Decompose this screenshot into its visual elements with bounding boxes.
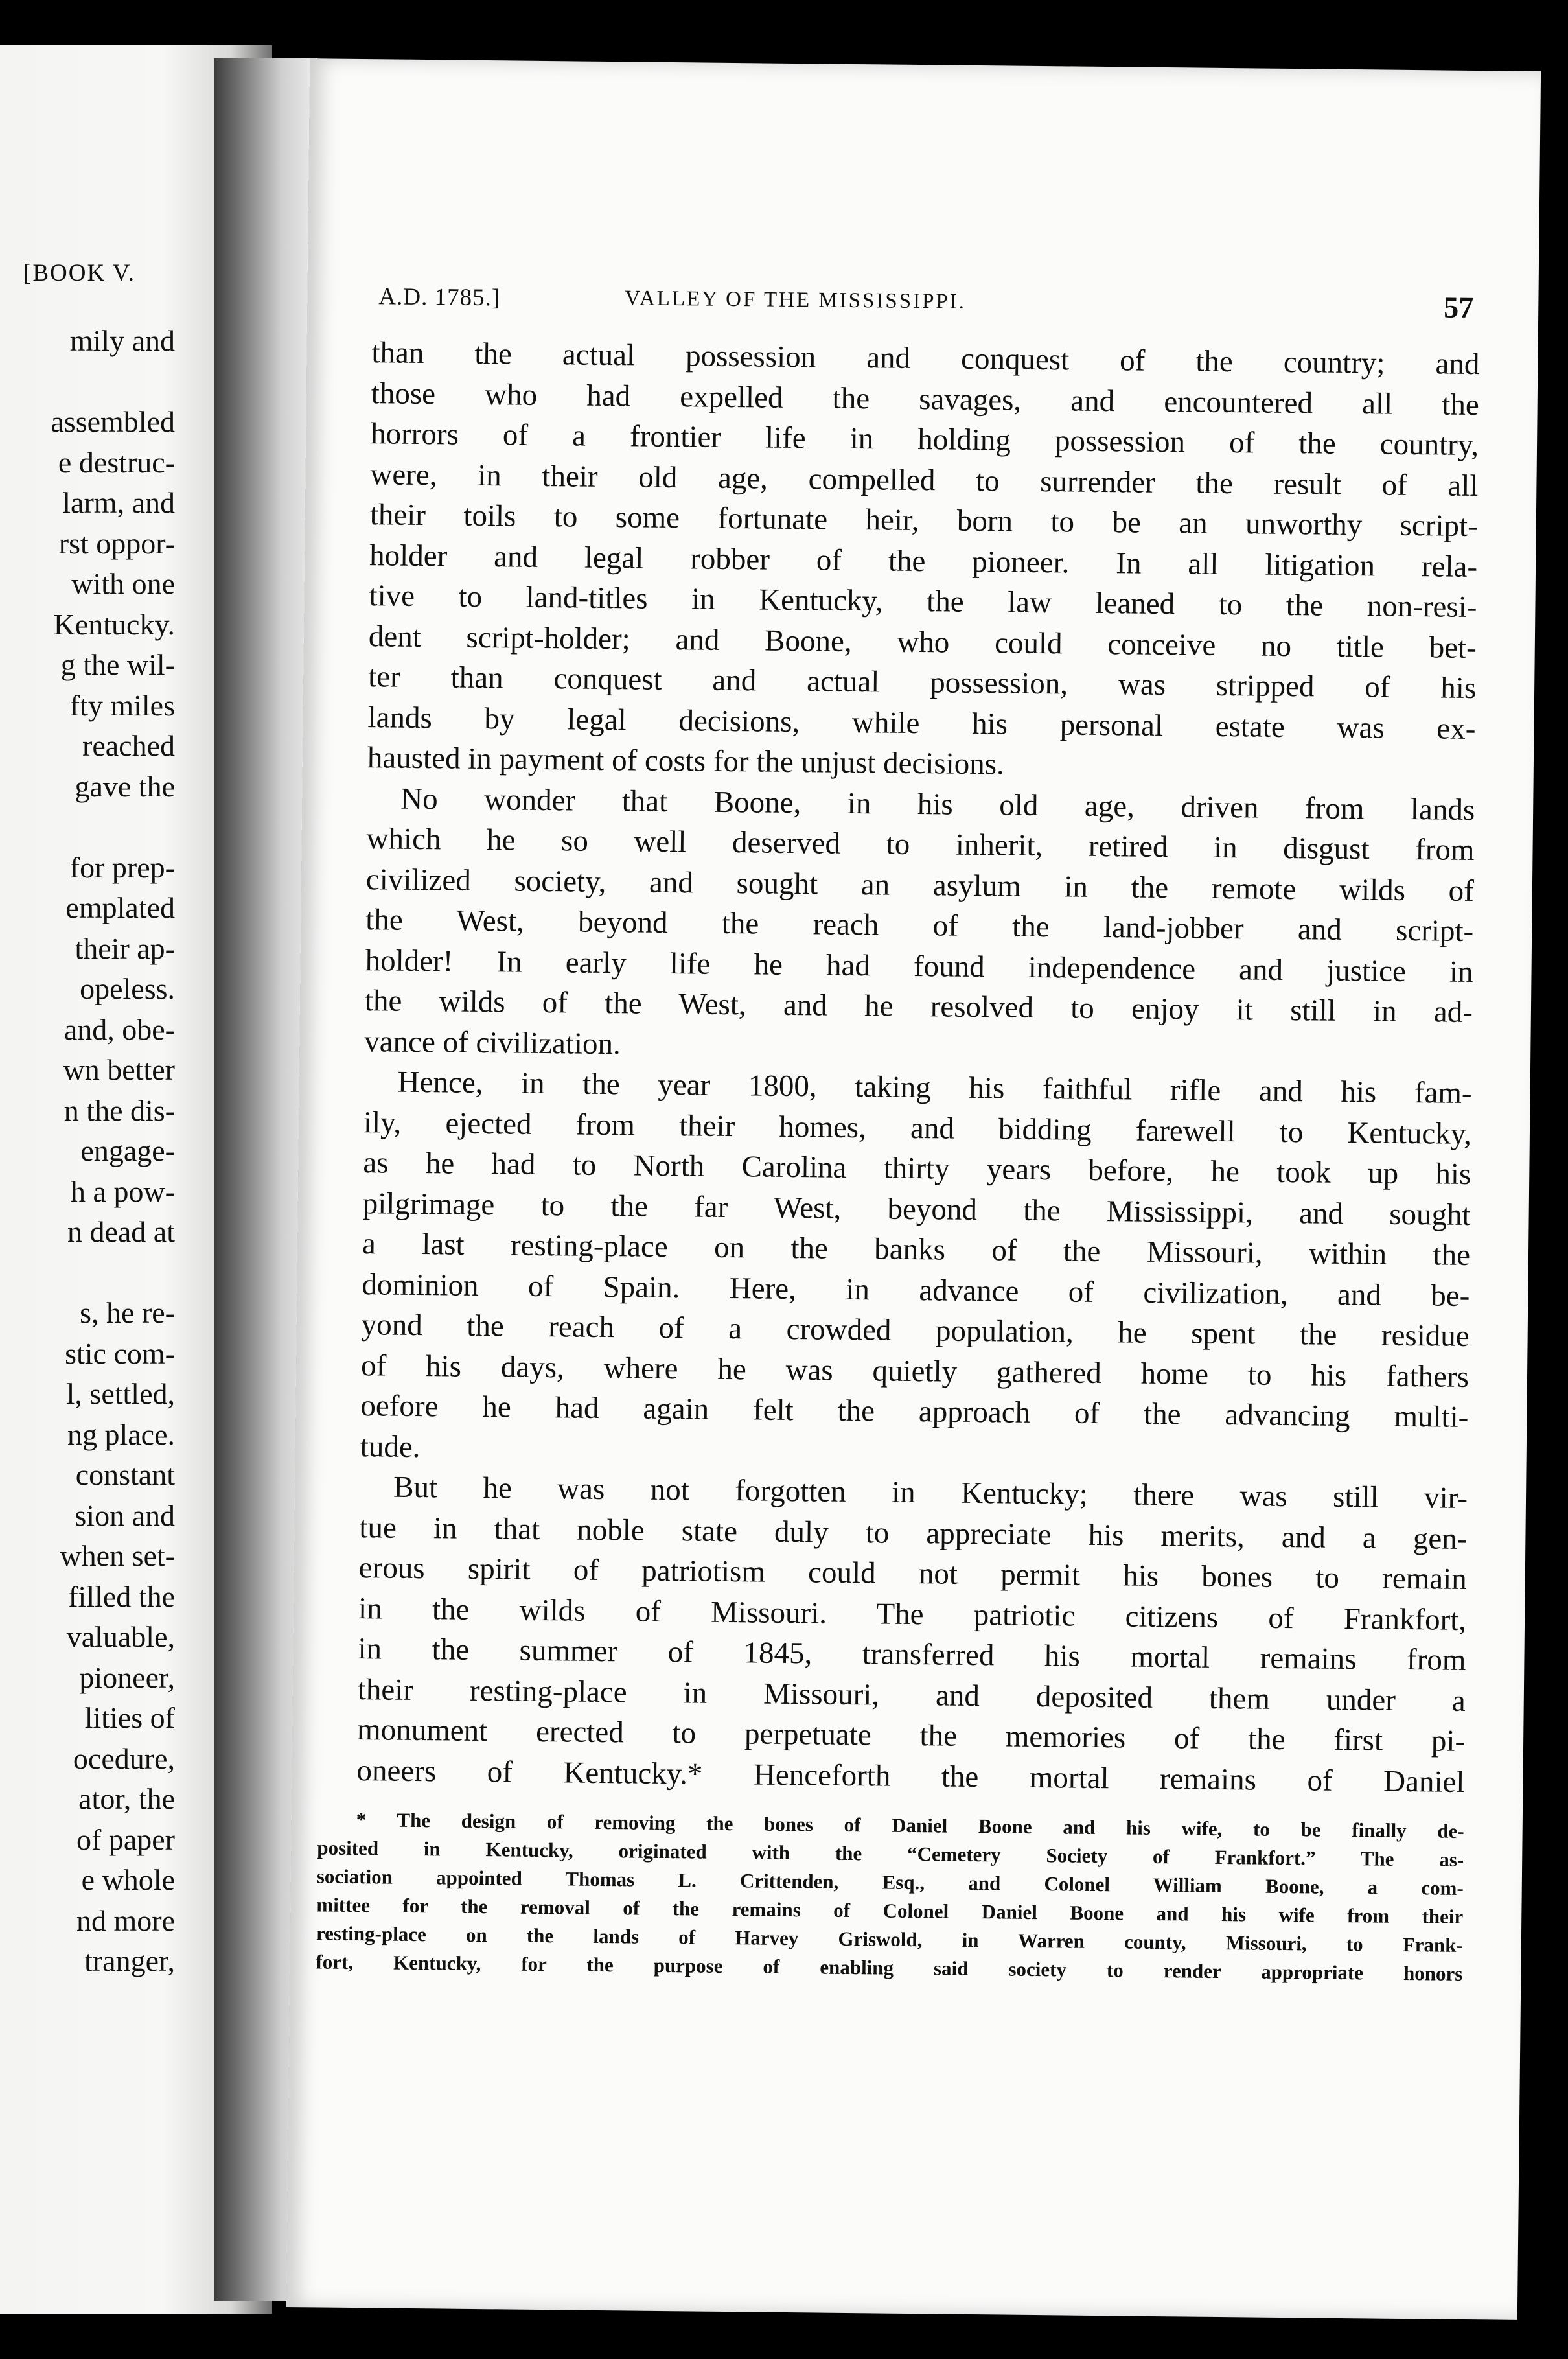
text-line: in the wilds of Missouri. The patriotic citizens of Frankfort, bbox=[358, 1591, 1467, 1637]
text-line: lands by legal decisions, while his personal estate was ex- bbox=[367, 700, 1476, 746]
running-head-date: A.D. 1785.] bbox=[378, 283, 501, 312]
left-text-line: n the dis- bbox=[63, 1093, 175, 1127]
text-line: as he had to North Carolina thirty years before, he took up his bbox=[363, 1146, 1471, 1192]
text-line: were, in their old age, compelled to surrender the result of all bbox=[370, 457, 1479, 503]
running-head-title: VALLEY OF THE MISSISSIPPI. bbox=[625, 286, 967, 314]
text-line: the West, beyond the reach of the land-jobber and script- bbox=[365, 903, 1474, 949]
left-text-line: assembled bbox=[51, 405, 175, 438]
left-text-line: l, settled, bbox=[66, 1377, 175, 1410]
left-text-line bbox=[0, 807, 175, 848]
right-page bbox=[286, 58, 1541, 2320]
text-line: a last resting-place on the banks of the Missouri, within the bbox=[362, 1227, 1471, 1272]
left-text-line: Kentucky. bbox=[53, 607, 175, 641]
left-page-text bbox=[0, 321, 175, 1982]
text-line: oefore he had again felt the approach of the advancing multi- bbox=[360, 1389, 1469, 1434]
left-text-line: of paper bbox=[76, 1822, 175, 1856]
left-text-line: valuable, bbox=[66, 1620, 175, 1653]
left-text-line bbox=[0, 362, 175, 402]
text-line: yond the reach of a crowded population, he spent the residue bbox=[361, 1308, 1470, 1353]
left-text-line: ng place. bbox=[67, 1417, 175, 1451]
left-text-line: fty miles bbox=[69, 688, 175, 722]
left-text-line: filled the bbox=[68, 1579, 175, 1613]
left-text-line: rst oppor- bbox=[58, 526, 175, 560]
left-text-line: e destruc- bbox=[58, 445, 175, 479]
left-text-line: for prep- bbox=[69, 850, 175, 884]
left-text-line: reached bbox=[82, 729, 175, 762]
text-line: holder! In early life he had found independence and justice in bbox=[365, 943, 1473, 989]
text-line: than the actual possession and conquest of the country; and bbox=[371, 336, 1480, 382]
left-text-line: sion and bbox=[75, 1498, 175, 1532]
left-text-line: opeless. bbox=[80, 972, 175, 1005]
left-text-line: with one bbox=[71, 567, 175, 600]
left-text-line: h a pow- bbox=[71, 1174, 175, 1208]
footnote-line: * The design of removing the bones of Daniel Boone and his wife, to be finally de- bbox=[356, 1808, 1464, 1842]
left-text-line: emplated bbox=[65, 891, 175, 924]
body-text bbox=[356, 332, 1479, 1802]
text-line: But he was not forgotten in Kentucky; there was still vir- bbox=[393, 1470, 1468, 1515]
left-text-line: g the wil- bbox=[60, 648, 175, 681]
left-text-line bbox=[0, 1253, 175, 1294]
text-line: those who had expelled the savages, and encountered all the bbox=[371, 376, 1479, 422]
text-line: their toils to some fortunate heir, born to be an unworthy script- bbox=[369, 498, 1479, 544]
text-line: the wilds of the West, and he resolved to enjoy it still in ad- bbox=[364, 984, 1473, 1030]
running-head bbox=[378, 283, 1474, 333]
left-text-line: their ap- bbox=[75, 931, 175, 965]
text-line: tive to land-titles in Kentucky, the law leaned to the non-resi- bbox=[369, 579, 1477, 625]
text-line: their resting-place in Missouri, and deposited them under a bbox=[357, 1672, 1466, 1718]
text-line: of his days, where he was quietly gathered home to his fathers bbox=[360, 1348, 1470, 1394]
footnote-line: sociation appointed Thomas L. Crittenden, Esq., and Colonel William Boone, a com- bbox=[316, 1865, 1464, 1900]
left-text-line: and, obe- bbox=[63, 1012, 175, 1046]
left-text-line: s, he re- bbox=[80, 1296, 175, 1329]
left-text-line: engage- bbox=[80, 1134, 175, 1167]
text-line: No wonder that Boone, in his old age, driven from lands bbox=[400, 782, 1475, 827]
text-line: dominion of Spain. Here, in advance of civilization, and be- bbox=[362, 1267, 1470, 1313]
text-line: erous spirit of patriotism could not permit his bones to remain bbox=[358, 1551, 1468, 1596]
left-running-head: [BOOK V. bbox=[23, 260, 135, 286]
left-text-line: n dead at bbox=[67, 1215, 175, 1248]
text-line: ily, ejected from their homes, and bidding farewell to Kentucky, bbox=[363, 1105, 1472, 1151]
text-line: holder and legal robber of the pioneer. In all litigation rela- bbox=[369, 538, 1478, 584]
text-line: pilgrimage to the far West, beyond the Mississippi, and sought bbox=[362, 1186, 1471, 1232]
left-text-line: lities of bbox=[84, 1701, 175, 1734]
text-line: civilized society, and sought an asylum in the remote wilds of bbox=[365, 862, 1475, 908]
left-text-line: ocedure, bbox=[73, 1741, 175, 1775]
left-text-line: larm, and bbox=[62, 486, 175, 519]
text-line: ter than conquest and actual possession, was stripped of his bbox=[367, 660, 1477, 706]
text-line: which he so well deserved to inherit, retired in disgust from bbox=[366, 822, 1475, 868]
text-line: tude. bbox=[360, 1429, 421, 1464]
left-text-line: when set- bbox=[60, 1539, 175, 1572]
footnote-line: mittee for the removal of the remains of Colonel Daniel Boone and his wife from their bbox=[316, 1893, 1464, 1928]
text-line: monument erected to perpetuate the memories of the first pi- bbox=[356, 1713, 1466, 1758]
text-line: oneers of Kentucky.* Henceforth the mortal remains of Daniel bbox=[356, 1753, 1465, 1799]
text-line: Hence, in the year 1800, taking his faithful rifle and his fam- bbox=[397, 1065, 1472, 1111]
left-text-line: e whole bbox=[81, 1863, 175, 1896]
left-text-line: wn better bbox=[63, 1053, 175, 1086]
page-number: 57 bbox=[1444, 290, 1474, 324]
left-text-line: stic com- bbox=[65, 1336, 175, 1370]
left-text-line: mily and bbox=[69, 324, 175, 357]
text-line: hausted in payment of costs for the unjust decisions. bbox=[367, 741, 1005, 782]
text-line: dent script-holder; and Boone, who could conceive no title bet- bbox=[368, 619, 1477, 665]
footnote-line: posited in Kentucky, originated with the “Cemetery Society of Frankfort.” The as- bbox=[317, 1836, 1464, 1871]
left-text-line: gave the bbox=[75, 769, 175, 803]
text-line: tue in that noble state duly to appreciate his merits, and a gen- bbox=[359, 1510, 1468, 1556]
left-text-line: ator, the bbox=[78, 1782, 175, 1815]
text-line: vance of civilization. bbox=[364, 1024, 621, 1061]
footnote-line: resting-place on the lands of Harvey Griswold, in Warren county, Missouri, to Frank- bbox=[316, 1922, 1464, 1957]
left-text-line: nd more bbox=[76, 1903, 175, 1937]
text-line: in the summer of 1845, transferred his mortal remains from bbox=[358, 1632, 1466, 1677]
left-text-line: tranger, bbox=[84, 1944, 175, 1977]
text-line: horrors of a frontier life in holding possession of the country, bbox=[370, 417, 1479, 463]
footnote bbox=[316, 1805, 1464, 1988]
left-text-line: constant bbox=[75, 1458, 175, 1491]
footnote-line: fort, Kentucky, for the purpose of enabling said society to render appropriate honors bbox=[316, 1950, 1463, 1985]
left-text-line: pioneer, bbox=[79, 1660, 175, 1694]
